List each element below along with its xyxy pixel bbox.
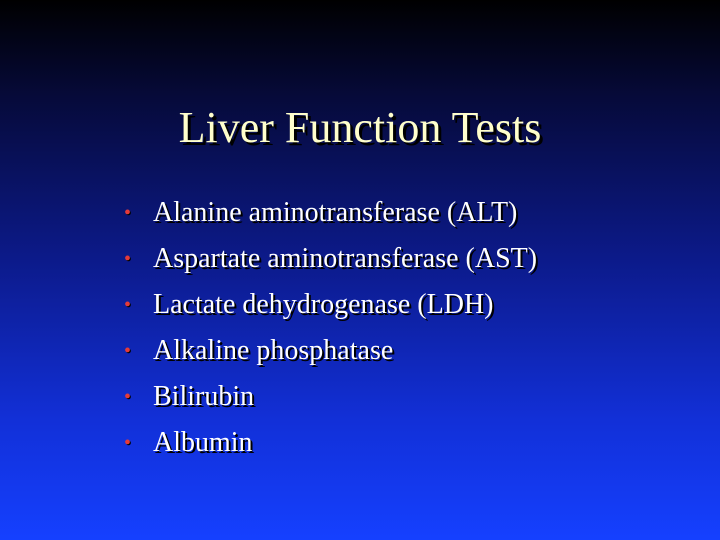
slide-title: Liver Function Tests [178,103,542,152]
bullet-icon: • [124,202,132,224]
bullet-icon: • [124,294,132,316]
bullet-text: Alkaline phosphatase [153,335,394,366]
bullet-icon: • [124,432,132,454]
bullet-icon: • [124,340,132,362]
bullet-icon: • [124,248,132,270]
bullet-text: Alanine aminotransferase (ALT) [153,197,518,228]
bullet-text: Aspartate aminotransferase (AST) [153,243,538,274]
bullet-text: Albumin [153,427,253,458]
bullet-text: Lactate dehydrogenase (LDH) [153,289,494,320]
bullet-text: Bilirubin [153,381,255,412]
bullet-icon: • [124,386,132,408]
